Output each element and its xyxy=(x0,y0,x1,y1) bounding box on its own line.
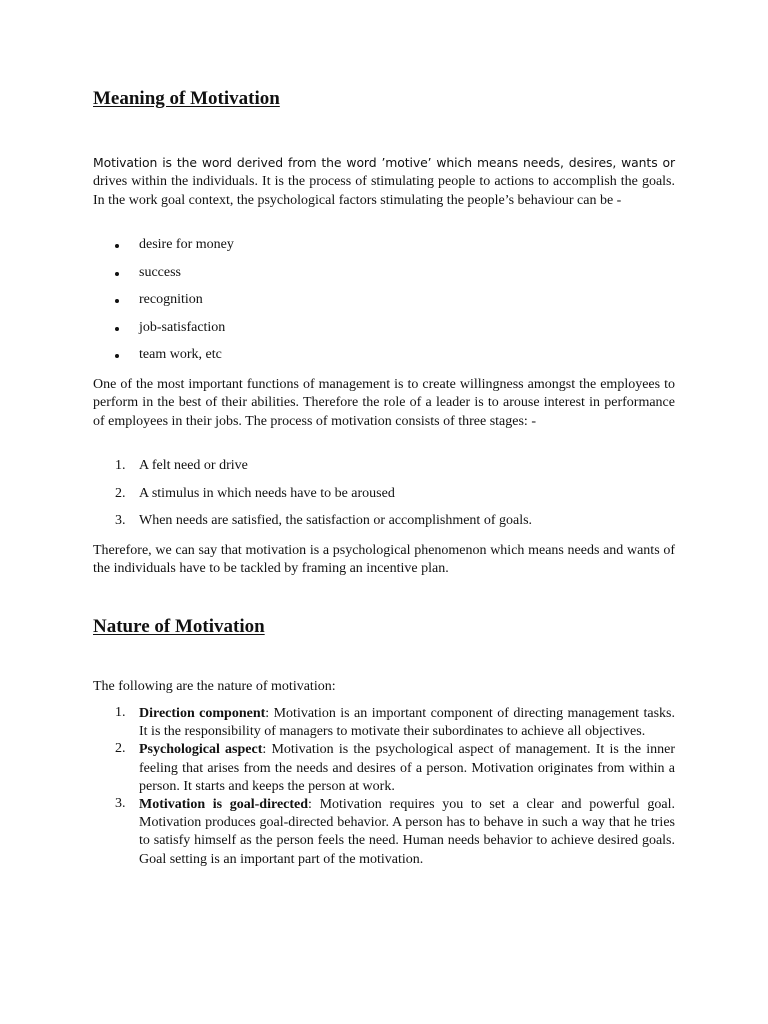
list-number: 1. xyxy=(115,458,126,473)
list-item-text: When needs are satisfied, the satisfaction or accomplishment of goals. xyxy=(139,513,533,529)
list-item xyxy=(93,513,532,541)
list-item-text: A felt need or drive xyxy=(139,458,248,473)
list-number: 2. xyxy=(115,485,126,501)
intro-first-line: Motivation is the word derived from the word ’motive’ which means needs, desires, wants or xyxy=(93,155,675,170)
item-term: Motivation is goal-directed xyxy=(139,797,309,813)
list-item xyxy=(93,486,532,514)
motivation-stages-list xyxy=(93,458,532,541)
item-description: : Motivation is an important component of directing management tasks. It is the responsibility of managers to motivate their subordinates to achieve all objectives. xyxy=(139,706,675,740)
intro-rest: drives within the individuals. It is the process of stimulating people to actions to accomplish the goals. In the work goal context, the psychological factors stimulating the people’s behaviour can be - xyxy=(93,174,675,208)
list-item xyxy=(93,741,675,796)
nature-list xyxy=(93,705,675,869)
item-term: Direction component xyxy=(139,706,266,721)
list-item-text: A stimulus in which needs have to be aroused xyxy=(139,485,395,501)
list-item xyxy=(93,458,532,486)
list-number: 1. xyxy=(115,705,126,720)
list-item xyxy=(93,796,675,869)
list-item: desire for money xyxy=(93,237,234,265)
section-heading-meaning: Meaning of Motivation xyxy=(93,88,280,109)
section-heading-nature: Nature of Motivation xyxy=(93,616,265,637)
management-paragraph: One of the most important functions of management is to create willingness amongst the employees to perform in the best of their abilities. Therefore the role of a leader is to arouse interest in performance of employees in their jobs. The process of motivation consists of three stages: - xyxy=(93,377,675,429)
list-number: 3. xyxy=(115,796,126,812)
list-item: job-satisfaction xyxy=(93,320,234,348)
item-description: : Motivation requires you to set a clear and powerful goal. Motivation produces goal-directed behavior. A person has to behave in such a way that he tries to satisfy himself as the person feels the need. Human needs behavior to achieve desired goals. Goal setting is an important part of the motivation. xyxy=(139,797,675,867)
item-description: : Motivation is the psychological aspect of management. It is the inner feeling that arises from the needs and desires of a person. Motivation originates from within a person. It starts and keeps the person at work. xyxy=(139,742,675,794)
behaviour-factors-list xyxy=(93,237,234,375)
list-item-text xyxy=(139,796,675,869)
list-item: recognition xyxy=(93,292,234,320)
item-term: Psychological aspect xyxy=(139,742,263,758)
list-number: 3. xyxy=(115,513,126,529)
conclusion-paragraph: Therefore, we can say that motivation is a psychological phenomenon which means needs and wants of the individuals have to be tackled by framing an incentive plan. xyxy=(93,543,675,577)
list-item: success xyxy=(93,265,234,293)
list-item: team work, etc xyxy=(93,347,234,375)
list-item-text xyxy=(139,741,675,796)
nature-intro-text: The following are the nature of motivation: xyxy=(93,679,336,694)
list-item xyxy=(93,705,675,741)
intro-paragraph xyxy=(93,154,675,210)
list-number: 2. xyxy=(115,741,126,757)
list-item-text xyxy=(139,705,675,741)
